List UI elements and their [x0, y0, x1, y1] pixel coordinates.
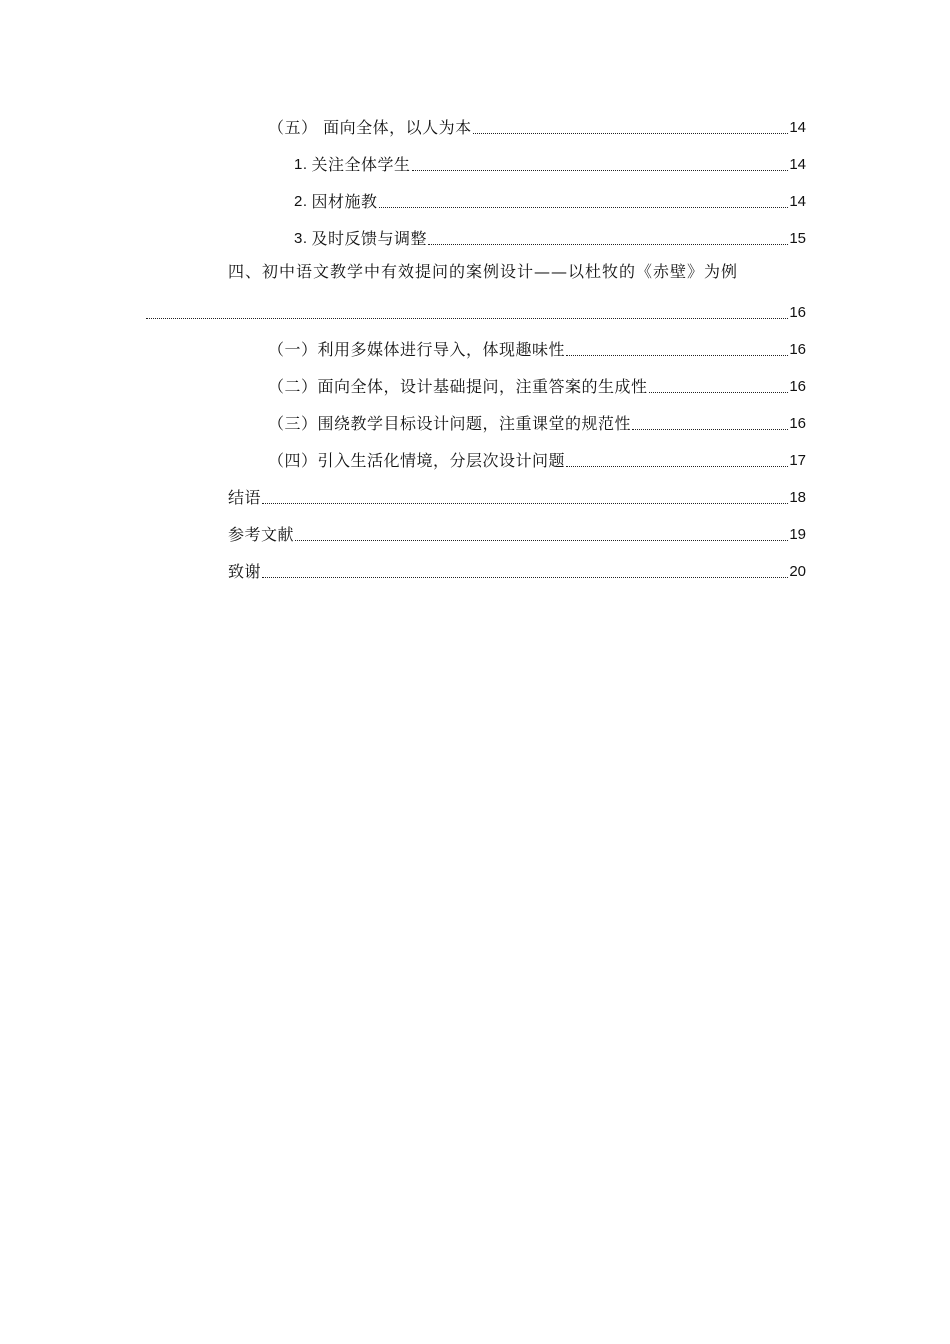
toc-entry[interactable] — [294, 151, 806, 175]
dot-leader — [473, 129, 789, 134]
toc-page-number: 19 — [789, 526, 806, 543]
toc-page-number: 18 — [789, 489, 806, 506]
toc-page-number: 20 — [789, 563, 806, 580]
dot-leader — [632, 425, 788, 430]
toc-entry[interactable] — [228, 558, 806, 582]
toc-entry-number: 3. — [294, 230, 308, 247]
toc-page-number: 16 — [789, 341, 806, 358]
toc-entry[interactable] — [228, 521, 806, 545]
toc-entry-label: （二）面向全体，设计基础提问，注重答案的生成性 — [268, 377, 648, 396]
toc-entry-label: 因材施教 — [311, 192, 378, 211]
toc-entry-label: （五） 面向全体，以人为本 — [268, 118, 472, 137]
toc-entry-label: 关注全体学生 — [311, 155, 411, 174]
dot-leader — [412, 166, 789, 171]
toc-entry-number: 2. — [294, 193, 308, 210]
toc-page-number: 14 — [789, 156, 806, 173]
toc-entry[interactable] — [294, 225, 806, 249]
toc-entry[interactable] — [228, 484, 806, 508]
toc-entry[interactable] — [268, 447, 806, 471]
toc-entry-label: 及时反馈与调整 — [311, 229, 428, 248]
toc-page-number: 16 — [789, 378, 806, 395]
toc-page-number: 15 — [789, 230, 806, 247]
dot-leader — [295, 536, 788, 541]
toc-entry-label[interactable]: 四、初中语文教学中有效提问的案例设计——以杜牧的《赤壁》为例 — [228, 262, 739, 281]
toc-entry-number: 1. — [294, 156, 308, 173]
toc-page-number: 17 — [789, 452, 806, 469]
dot-leader — [566, 462, 788, 467]
dot-leader — [262, 499, 788, 504]
toc-entry-label: （一）利用多媒体进行导入，体现趣味性 — [268, 340, 566, 359]
toc-page-number: 14 — [789, 193, 806, 210]
dot-leader — [428, 240, 788, 245]
toc-entry-label: 结语 — [228, 488, 262, 507]
toc-entry-label: （四）引入生活化情境，分层次设计问题 — [268, 451, 566, 470]
dot-leader — [566, 351, 788, 356]
toc-entry-label: 致谢 — [228, 562, 262, 581]
toc-page-number: 16 — [789, 415, 806, 432]
toc-page-number: 14 — [789, 119, 806, 136]
dot-leader — [379, 203, 789, 208]
dot-leader — [262, 573, 788, 578]
toc-entry-label: （三）围绕教学目标设计问题，注重课堂的规范性 — [268, 414, 632, 433]
toc-entry-label: 参考文献 — [228, 525, 295, 544]
toc-entry[interactable] — [294, 188, 806, 212]
toc-entry-continuation[interactable] — [146, 299, 806, 323]
dot-leader — [649, 388, 789, 393]
toc-entry[interactable] — [268, 336, 806, 360]
toc-entry[interactable] — [268, 410, 806, 434]
toc-entry[interactable] — [268, 114, 806, 138]
dot-leader — [146, 314, 788, 319]
toc-entry[interactable] — [268, 373, 806, 397]
toc-page-number: 16 — [789, 304, 806, 321]
